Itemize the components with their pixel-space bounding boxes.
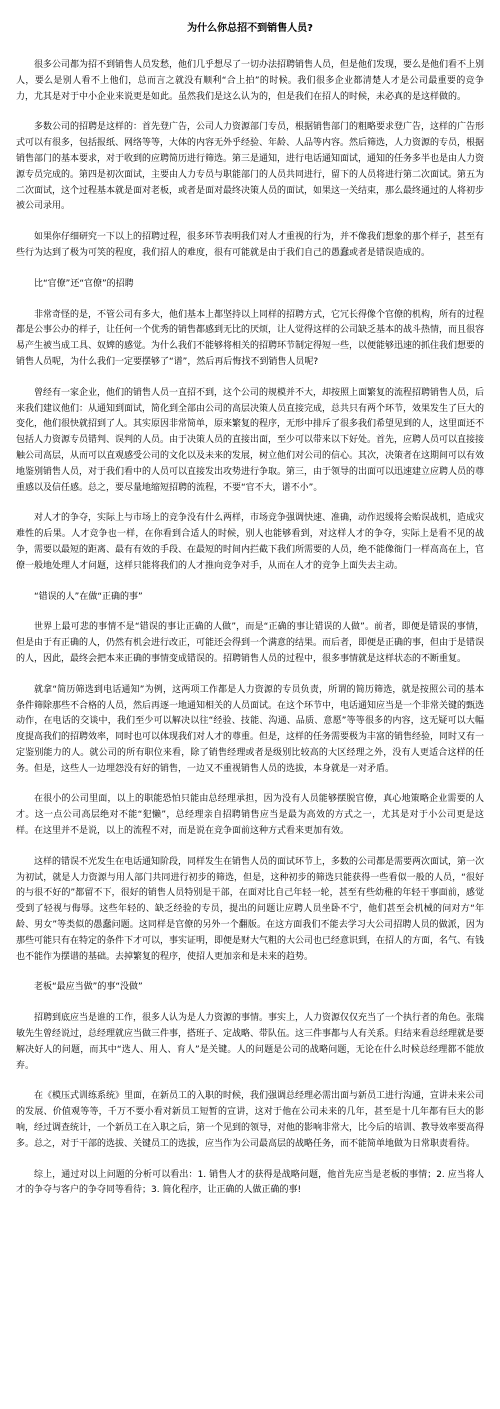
paragraph-small-company: 在很小的公司里面，以上的职能恐怕只能由总经理承担，因为没有人员能够摆脱官僚，真心地策略企业需要的人才。这一点公司高层绝对不能“犯懒”，总经理亲自招聘销售应当是最为高效的方式之一，尤其是对于小公司更是这样。在这里并不是说，以上的流程不对，而是说在竞争面前这种方式看来更加有效。 [16,794,484,837]
paragraph-conclusion: 综上，通过对以上问题的分析可以看出：1. 销售人才的获得是战略问题，他首先应当是老板的事情；2. 应当将人才的争夺与客户的争夺同等看待；3. 简化程序，让正确的人做正确的事! [16,1169,484,1196]
section-heading-bureaucracy: 比“官僚”还“官僚”的招聘 [34,278,134,289]
paragraph-competition: 对人才的争夺，实际上与市场上的竞争没有什么两样，市场竞争强调快速、准确，动作迟缓将会贻误战机，造成灾难性的后果。人才竞争也一样，在你看到合适人的时候，别人也能够看到，对这样人才的争夺，实际上是看不见的战争，需要以最短的距离、最有有效的手段、在最短的时间内拦截下我们所需要的人员，绝不能像衙门一样高高在上，官僚一般地处理人才问题，这样只能将我们的人才推向竞争对手，从而在人才的竞争上面失去主动。 [16,513,485,571]
paragraph-case: 曾经有一家企业，他们的销售人员一直招不到，这个公司的规模并不大，却按照上面繁复的流程招聘销售人员，后来我们建议他们：从通知到面试，简化到全部由公司的高层决策人员直接完成，总共只有两个环节，效果发生了巨大的变化，他们很快就招到了人。其实原因非常简单，原来繁复的程序，无形中排斥了很多我们希望见到的人，这里面还不包括人力资源专员错判、误判的人员。由于决策人员的直接出面，至少可以带来以下好处。首先，应聘人员可以直接接触公司高层，从而可以直观感受公司的文化以及未来的发展，树立他们对公司的信心。其次，决策者在这期间可以有效地鉴别销售人员，对于我们看中的人员可以直接发出攻势进行争取。第三，由于领导的出面可以迅速建立应聘人员的尊重感以及信任感。总之，要尽量地缩短招聘的流程，不要“官不大，谱不小”。 [16,387,485,493]
paragraph-strange: 非常奇怪的是，不管公司有多大，他们基本上都坚持以上同样的招聘方式，它冗长得像个官僚的机构，所有的过程都是公事公办的样子，让任何一个优秀的销售都感到无比的厌烦，让人觉得这样的公司缺乏基本的战斗热情，而且很容易产生被当成工具、奴婢的感觉。为什么我们不能够将相关的招聘环节制定得短一些，以便能够迅速的抓住我们想要的销售人员呢，为什么我们一定要摆够了“谱”，然后再后悔找不到销售人员呢? [16,309,485,367]
paragraph-whose-job: 招聘到底应当是谁的工作，很多人认为是人力资源的事情。事实上，人力资源仅仅充当了一个执行者的角色。张瑞敏先生曾经说过，总经理就应当做三件事，搭班子、定战略、带队伍。这三件事都与人有关系。归结来看总经理就是要解决好人的问题，而其中“选人、用人、育人”是关键。人的问题是公司的战略问题，无论在什么时候总经理都不能放弃。 [16,1013,485,1071]
paragraph-interview: 这样的错误不光发生在电话通知阶段，同样发生在销售人员的面试环节上，多数的公司都是需要两次面试，第一次为初试，就是人力资源与用人部门共同进行初步的筛选，但是，这种初步的筛选只能获得一些看似一般的人员，“很好的与很不好的”都留不下，很好的销售人员特别是干部，在面对比自己年轻一轮，甚至有些幼稚的年轻干事面前，感觉受到了轻视与侮辱。这些年轻的、缺乏经验的专员，提出的问题让应聘人员坐卧不宁，他们甚至会机械的问对方“年龄、男女”等类似的愚蠢问题。这同样是官僚的另外一个翻版。在这方面我们不能去学习大公司招聘人员的做派，因为那些可能只有在特定的条件下才可以，事实证明，即便是财大气粗的大公司也已经意识到，在招人的方面，名气、有钱也不能作为摆谱的基础。去掉繁复的程序，使招人更加亲和是未来的趋势。 [16,856,485,962]
section-heading-wrong-person: “错误的人”在做“正确的事” [34,591,143,602]
paragraph-analysis: 如果你仔细研究一下以上的招聘过程，很多环节表明我们对人才重视的行为，并不像我们想象的那个样子，甚至有些行为达到了极为可笑的程度，我们招人的难度，很有可能就是由于我们自己的愚蠢或者是错误造成的。 [16,232,485,258]
paragraph-sad-thing: 世界上最可悲的事情不是“错误的事让正确的人做”，而是“正确的事让错误的人做”。前者，即便是错误的事情，但是由于有正确的人，仍然有机会进行改正，可能还会得到一个满意的结果。而后者，即便是正确的事，但由于是错误的人，因此，最终会把本来正确的事情变成错误的。招聘销售人员的过程中，很多事情就是这样状态的不断重复。 [16,622,485,664]
paragraph-process: 多数公司的招聘是这样的：首先登广告，公司人力资源部门专员，根据销售部门的粗略要求登广告，这样的广告形式可以有很多，包括报纸、网络等等，大体的内容无外乎经验、年龄、人品等内容。然后筛选，人力资源的专员，根据销售部门的基本要求，对于收到的应聘简历进行筛选。第三是通知，进行电话通知面试，通知的任务多半也是由人力资源专员完成的。第四是初次面试，主要由人力专员与职能部门的人员共同进行，留下的人员将进行第二次面试。第五为二次面试，这个过程基本就是面对老板，或者是面对最终决策人员的面试，如果这一关结束，那么最终通过的人将初步被公司录用。 [16,122,485,212]
section-heading-boss: 老板“最应当做”的事“没做” [34,982,143,993]
paragraph-phone: 就拿“简历筛选到电话通知”为例，这两项工作都是人力资源的专员负责，所谓的简历筛选，就是按照公司的基本条件筛除那些不合格的人员，然后再逐一地通知相关的人员面试。在这个环节中，电话通知应当是一个非常关键的甄选动作，在电话的交谈中，我们至少可以解决以往“经验、技能、沟通、品质、意愿”等等很多的内容，这无疑可以大幅度提高我们的招聘效率，同时也可以体现我们对人才的尊重。但是，这样的任务需要极为丰富的销售经验，同时又有一定鉴别能力的人。就公司的所有职位来看，除了销售经理或者是级别比较高的大区经理之外，没有人更适合这样的任务。但是，这些人一边埋怨没有好的销售，一边又不重视销售人员的选拔，本身就是一对矛盾。 [16,684,485,774]
page-title: 为什么你总招不到销售人员? [187,23,313,34]
paragraph-intro: 很多公司都为招不到销售人员发愁，他们几乎想尽了一切办法招聘销售人员，但是他们发现，要么是他们看不上别人，要么是别人看不上他们，总而言之就没有顺利“合上拍”的时候。我们很多企业都清楚人才是公司最重要的竞争力，尤其是对于中小企业来说更是如此。虽然我们是这么认为的，但是我们在招人的时候，未必真的是这样做的。 [16,60,485,102]
paragraph-training: 在《模压式训练系统》里面，在新员工的入职的时候，我们强调总经理必需出面与新员工进行沟通，宣讲未来公司的发展、价值观等等，千万不要小看对新员工短暂的宣讲，这对于他在公司未来的几年，甚至是十几年都有巨大的影响，经过调查统计，一个新员工在入职之后，第一个见到的领导，对他的影响非常大，比今后的培训、教导效率要高得多。总之，对于干部的选拔、关键员工的选拔，应当作为公司最高层的战略任务，而不能简单地做为日常职责看待。 [16,1091,485,1149]
